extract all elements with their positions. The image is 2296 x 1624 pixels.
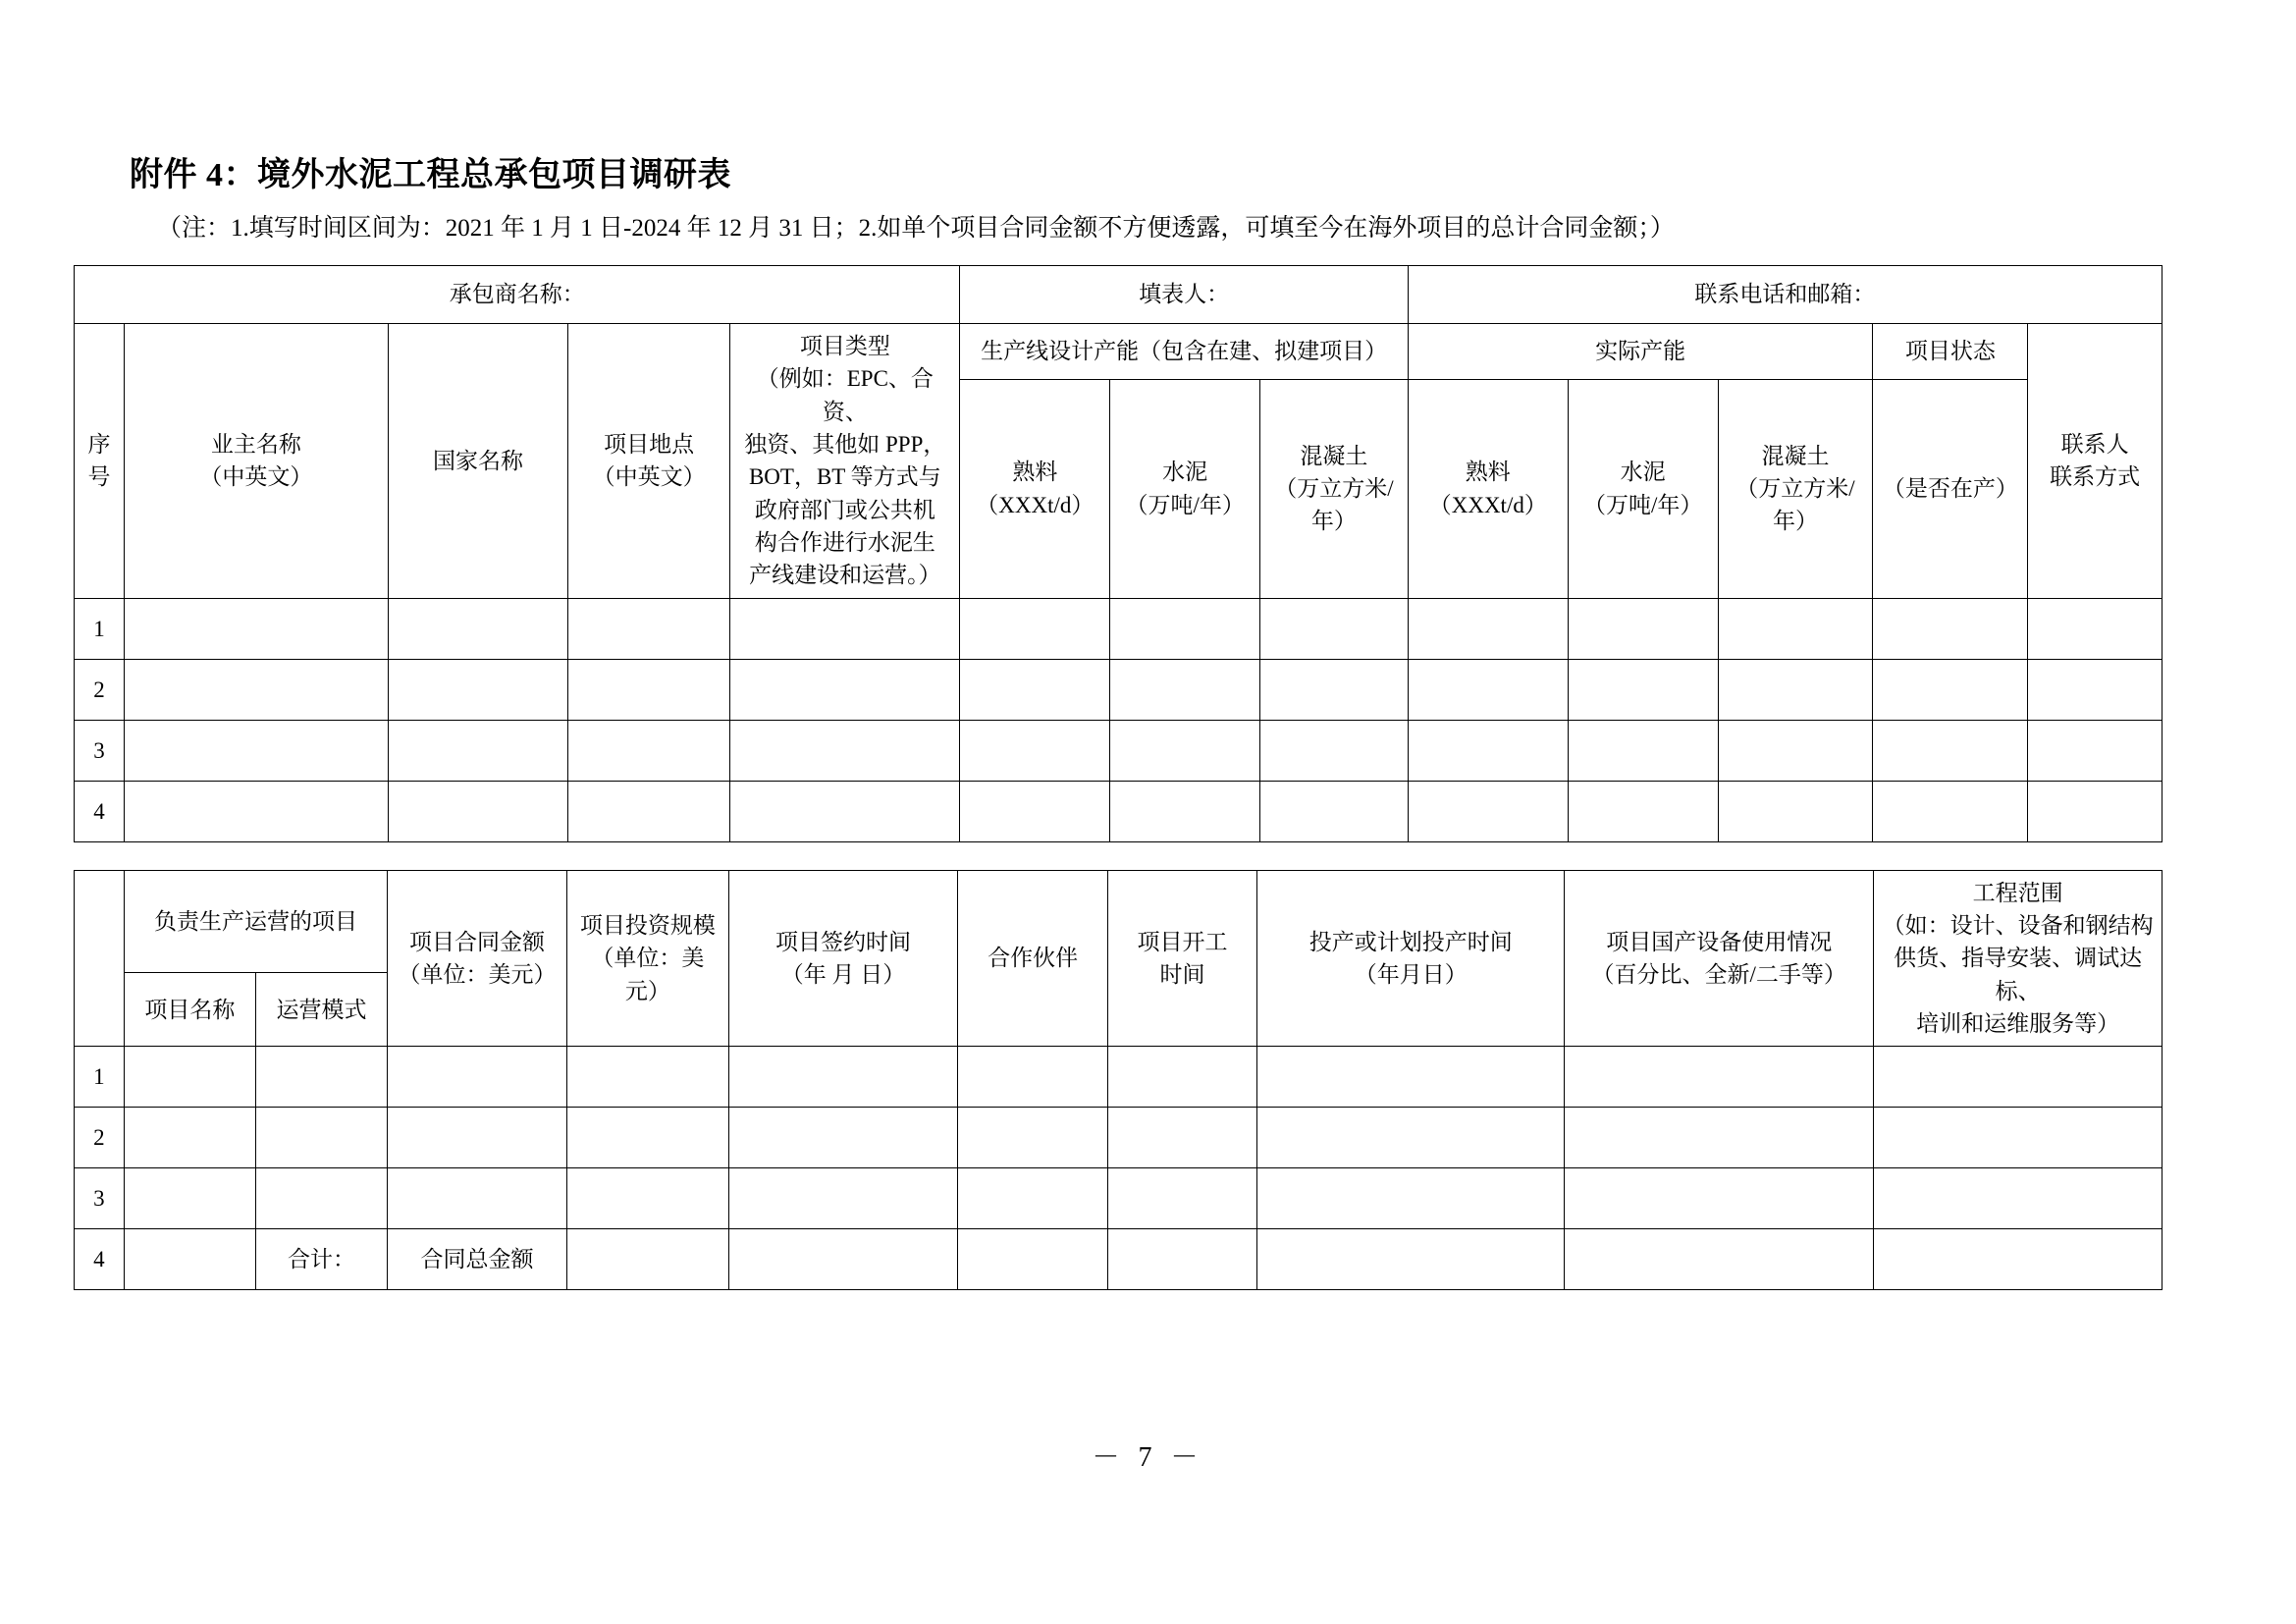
cell-actual-cement[interactable] [1568, 659, 1718, 720]
cell-design-cement[interactable] [1110, 659, 1260, 720]
table-row[interactable] [75, 781, 2163, 841]
t2-col-project-name: 项目名称 [124, 973, 255, 1047]
table-row[interactable] [75, 598, 2163, 659]
cell-actual-concrete[interactable] [1718, 781, 1873, 841]
row-index: 1 [75, 598, 125, 659]
cell-project-name[interactable] [124, 1168, 255, 1229]
cell-sign-time[interactable] [728, 1229, 958, 1290]
cell-contact[interactable] [2028, 720, 2163, 781]
t2-col-seq [75, 870, 125, 1047]
t2-col-operating-project-group: 负责生产运营的项目 [124, 870, 387, 973]
cell-sign-time[interactable] [728, 1108, 958, 1168]
cell-project-type[interactable] [730, 720, 960, 781]
cell-contract-amount[interactable] [388, 1168, 567, 1229]
page-title: 附件 4：境外水泥工程总承包项目调研表 [130, 157, 731, 193]
col-project-location: 项目地点 （中英文） [568, 324, 730, 599]
cell-design-cement[interactable] [1110, 720, 1260, 781]
cell-actual-concrete[interactable] [1718, 720, 1873, 781]
group-design-capacity: 生产线设计产能（包含在建、拟建项目） [960, 324, 1408, 380]
col-design-clinker: 熟料 （XXXt/d） [960, 379, 1110, 598]
cell-project-scope[interactable] [1874, 1108, 2163, 1168]
cell-operation-mode[interactable] [255, 1108, 387, 1168]
cell-partner[interactable] [958, 1168, 1107, 1229]
cell-actual-clinker[interactable] [1408, 659, 1568, 720]
cell-location[interactable] [568, 781, 730, 841]
t2-col-production-time: 投产或计划投产时间 （年月日） [1257, 870, 1565, 1047]
cell-actual-concrete[interactable] [1718, 598, 1873, 659]
cell-sign-time[interactable] [728, 1047, 958, 1108]
cell-design-clinker[interactable] [960, 659, 1110, 720]
cell-design-clinker[interactable] [960, 598, 1110, 659]
cell-design-cement[interactable] [1110, 781, 1260, 841]
col-contact-person: 联系人 联系方式 [2028, 324, 2163, 599]
cell-project-name[interactable] [124, 1108, 255, 1168]
survey-table-1 [74, 265, 2163, 842]
cell-partner[interactable] [958, 1047, 1107, 1108]
cell-project-name[interactable] [124, 1047, 255, 1108]
col-owner-name: 业主名称 （中英文） [124, 324, 388, 599]
cell-actual-clinker[interactable] [1408, 598, 1568, 659]
cell-start-time[interactable] [1107, 1168, 1256, 1229]
cell-actual-cement[interactable] [1568, 720, 1718, 781]
total-contract-amount: 合同总金额 [388, 1229, 567, 1290]
table-row[interactable] [75, 1168, 2163, 1229]
t2-col-sign-time: 项目签约时间 （年 月 日） [728, 870, 958, 1047]
cell-partner[interactable] [958, 1108, 1107, 1168]
cell-contract-amount[interactable] [388, 1108, 567, 1168]
cell-location[interactable] [568, 720, 730, 781]
cell-project-scope[interactable] [1874, 1047, 2163, 1108]
cell-project-type[interactable] [730, 781, 960, 841]
t2-col-partner: 合作伙伴 [958, 870, 1107, 1047]
col-actual-cement: 水泥 （万吨/年） [1568, 379, 1718, 598]
document-note: （注：1.填写时间区间为：2021 年 1 月 1 日-2024 年 12 月 31 日；2.如单个项目合同金额不方便透露，可填至今在海外项目的总计合同金额；） [157, 215, 1675, 242]
cell-design-cement[interactable] [1110, 598, 1260, 659]
cell-design-concrete[interactable] [1260, 781, 1409, 841]
cell-actual-clinker[interactable] [1408, 720, 1568, 781]
row-index: 4 [75, 781, 125, 841]
header-info-row [75, 266, 2163, 324]
cell-investment-scale[interactable] [567, 1108, 729, 1168]
col-status-sub: （是否在产） [1873, 379, 2028, 598]
contractor-name-field[interactable]: 承包商名称： [75, 266, 960, 324]
cell-project-scope[interactable] [1874, 1168, 2163, 1229]
cell-project-scope[interactable] [1874, 1229, 2163, 1290]
cell-partner[interactable] [958, 1229, 1107, 1290]
cell-country[interactable] [388, 720, 567, 781]
cell-operation-mode[interactable] [255, 1047, 387, 1108]
cell-project-type[interactable] [730, 659, 960, 720]
group-header-row [75, 324, 2163, 380]
t2-col-start-time: 项目开工 时间 [1107, 870, 1256, 1047]
col-design-cement: 水泥 （万吨/年） [1110, 379, 1260, 598]
total-label: 合计： [255, 1229, 387, 1290]
table-row[interactable] [75, 1108, 2163, 1168]
cell-design-clinker[interactable] [960, 720, 1110, 781]
cell-contact[interactable] [2028, 598, 2163, 659]
col-design-concrete: 混凝土 （万立方米/ 年） [1260, 379, 1409, 598]
filler-name-field[interactable]: 填表人： [960, 266, 1408, 324]
row-index: 2 [75, 1108, 125, 1168]
cell-investment-scale[interactable] [567, 1168, 729, 1229]
cell-production-time[interactable] [1257, 1168, 1565, 1229]
cell-start-time[interactable] [1107, 1108, 1256, 1168]
col-actual-concrete: 混凝土 （万立方米/ 年） [1718, 379, 1873, 598]
col-seq: 序 号 [75, 324, 125, 599]
col-country-name: 国家名称 [388, 324, 567, 599]
cell-production-time[interactable] [1257, 1108, 1565, 1168]
cell-status[interactable] [1873, 659, 2028, 720]
cell-status[interactable] [1873, 781, 2028, 841]
col-project-type: 项目类型 （例如：EPC、合资、 独资、其他如 PPP， BOT，BT 等方式与 政府部门或公共机 构合作进行水泥生 产线建设和运营。） [730, 324, 960, 599]
t2-col-domestic-equipment: 项目国产设备使用情况 （百分比、全新/二手等） [1565, 870, 1874, 1047]
row-index: 3 [75, 720, 125, 781]
cell-country[interactable] [388, 659, 567, 720]
cell-owner-name[interactable] [124, 781, 388, 841]
cell-location[interactable] [568, 598, 730, 659]
cell-start-time[interactable] [1107, 1229, 1256, 1290]
cell-project-name[interactable] [124, 1229, 255, 1290]
cell-domestic-equipment[interactable] [1565, 1168, 1874, 1229]
cell-design-concrete[interactable] [1260, 659, 1409, 720]
cell-production-time[interactable] [1257, 1047, 1565, 1108]
t2-col-operation-mode: 运营模式 [255, 973, 387, 1047]
cell-status[interactable] [1873, 720, 2028, 781]
cell-design-concrete[interactable] [1260, 720, 1409, 781]
t2-col-contract-amount: 项目合同金额 （单位：美元） [388, 870, 567, 1047]
t2-group-header-row [75, 870, 2163, 973]
cell-contract-amount[interactable] [388, 1047, 567, 1108]
row-index: 4 [75, 1229, 125, 1290]
cell-actual-cement[interactable] [1568, 781, 1718, 841]
cell-location[interactable] [568, 659, 730, 720]
cell-contact[interactable] [2028, 781, 2163, 841]
cell-owner-name[interactable] [124, 659, 388, 720]
cell-project-type[interactable] [730, 598, 960, 659]
t2-col-project-scope: 工程范围 （如：设计、设备和钢结构 供货、指导安装、调试达标、 培训和运维服务等） [1874, 870, 2163, 1047]
col-project-status: 项目状态 [1873, 324, 2028, 380]
cell-production-time[interactable] [1257, 1229, 1565, 1290]
table-row-total[interactable] [75, 1229, 2163, 1290]
cell-operation-mode[interactable] [255, 1168, 387, 1229]
cell-investment-scale[interactable] [567, 1047, 729, 1108]
cell-owner-name[interactable] [124, 598, 388, 659]
table-row[interactable] [75, 720, 2163, 781]
cell-contact[interactable] [2028, 659, 2163, 720]
cell-actual-concrete[interactable] [1718, 659, 1873, 720]
cell-country[interactable] [388, 781, 567, 841]
page-number: － 7 － [1092, 1442, 1204, 1473]
cell-design-clinker[interactable] [960, 781, 1110, 841]
cell-domestic-equipment[interactable] [1565, 1108, 1874, 1168]
table-row[interactable] [75, 1047, 2163, 1108]
cell-domestic-equipment[interactable] [1565, 1047, 1874, 1108]
contact-field[interactable]: 联系电话和邮箱： [1408, 266, 2162, 324]
row-index: 3 [75, 1168, 125, 1229]
t2-col-investment-scale: 项目投资规模 （单位：美元） [567, 870, 729, 1047]
group-actual-capacity: 实际产能 [1408, 324, 1873, 380]
cell-domestic-equipment[interactable] [1565, 1229, 1874, 1290]
cell-status[interactable] [1873, 598, 2028, 659]
cell-actual-clinker[interactable] [1408, 781, 1568, 841]
row-index: 2 [75, 659, 125, 720]
cell-investment-scale[interactable] [567, 1229, 729, 1290]
cell-design-concrete[interactable] [1260, 598, 1409, 659]
row-index: 1 [75, 1047, 125, 1108]
col-actual-clinker: 熟料 （XXXt/d） [1408, 379, 1568, 598]
cell-sign-time[interactable] [728, 1168, 958, 1229]
survey-table-2 [74, 870, 2163, 1291]
cell-actual-cement[interactable] [1568, 598, 1718, 659]
cell-country[interactable] [388, 598, 567, 659]
cell-owner-name[interactable] [124, 720, 388, 781]
cell-start-time[interactable] [1107, 1047, 1256, 1108]
table-row[interactable] [75, 659, 2163, 720]
